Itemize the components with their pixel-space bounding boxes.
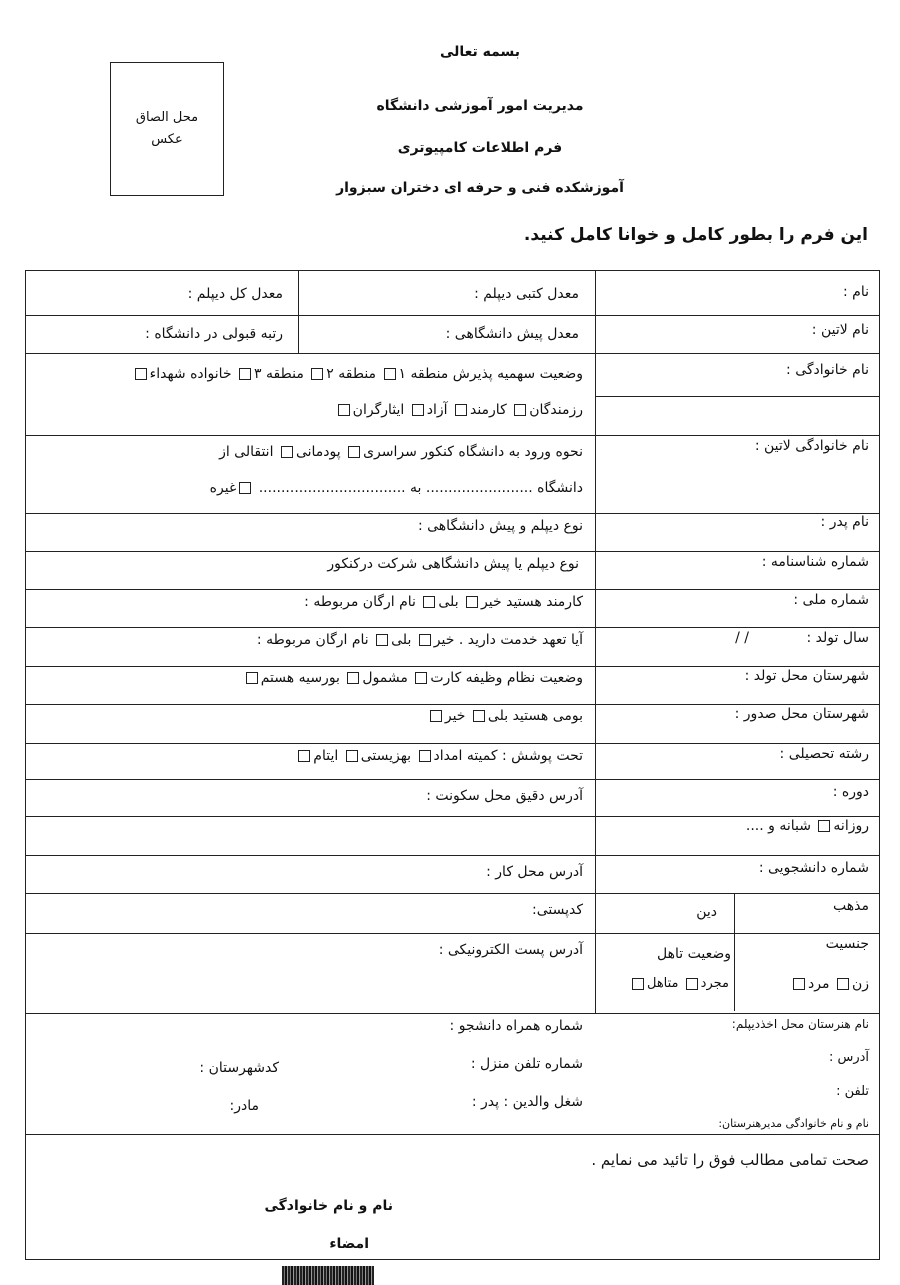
quota-free-label: آزاد: [426, 402, 448, 418]
birth-city-label[interactable]: شهرستان محل تولد :: [744, 668, 869, 684]
preuni-avg-label[interactable]: معدل پیش دانشگاهی :: [445, 326, 579, 342]
quota-warrior-label: رزمندگان: [529, 402, 583, 418]
employee-no-checkbox[interactable]: [466, 596, 478, 608]
header-line-1: مدیریت امور آموزشی دانشگاه: [376, 98, 584, 114]
birth-year-slashes: / /: [735, 630, 749, 646]
marital-options: [629, 975, 729, 993]
employee-no-label: خیر: [481, 594, 502, 610]
email-label[interactable]: آدرس پست الکترونیکی :: [438, 942, 583, 958]
cover-orphans-checkbox[interactable]: [298, 750, 310, 762]
diploma-konkur-label[interactable]: نوع دیپلم یا پیش دانشگاهی شرکت درکنکور: [327, 556, 579, 572]
school-principal-label[interactable]: نام و نام خانوادگی مدیرهنرستان:: [718, 1117, 869, 1130]
diploma-written-avg-label[interactable]: معدل کتبی دیپلم :: [474, 286, 579, 302]
commitment-row: [257, 631, 583, 649]
employee-question: کارمند هستید: [506, 594, 583, 610]
married-checkbox[interactable]: [632, 978, 644, 990]
commitment-no-checkbox[interactable]: [419, 634, 431, 646]
native-question: بومی هستید: [512, 708, 583, 724]
employee-org-label: نام ارگان مربوطه :: [304, 594, 416, 610]
photo-label-2: عکس: [151, 132, 183, 147]
employee-row: [304, 593, 583, 611]
marital-label: وضعیت تاهل: [657, 946, 731, 962]
father-job-label[interactable]: پدر :: [471, 1094, 500, 1110]
entry-other-label: غیره: [209, 480, 237, 496]
birth-year-label[interactable]: سال تولد :: [806, 630, 869, 646]
info-form: [25, 270, 880, 1260]
quota-sacrifice-label: ایثارگران: [352, 402, 405, 418]
male-label: مرد: [808, 976, 830, 992]
confirm-text: صحت تمامی مطالب فوق را تائید می نمایم .: [591, 1151, 869, 1169]
course-day-checkbox[interactable]: [818, 820, 830, 832]
national-code-label[interactable]: شماره ملی :: [793, 592, 869, 608]
basmala: بسمه تعالی: [439, 44, 521, 60]
single-label: مجرد: [700, 976, 729, 991]
cover-orphans-label: ایتام: [313, 748, 339, 764]
gender-options: [790, 975, 869, 993]
gender-label: جنسیت: [825, 936, 869, 952]
entry-row-2: [210, 479, 583, 497]
photo-box[interactable]: [110, 62, 224, 196]
quota-free-checkbox[interactable]: [412, 404, 424, 416]
mother-job-label[interactable]: مادر:: [229, 1098, 259, 1114]
full-name-label[interactable]: نام و نام خانوادگی: [264, 1198, 393, 1214]
course-label: دوره :: [832, 784, 869, 800]
commitment-question: آیا تعهد خدمت دارید .: [458, 632, 583, 648]
course-night-label: شبانه: [779, 818, 811, 834]
quota-row-2: [335, 401, 583, 419]
entry-title: نحوه ورود به دانشگاه: [458, 444, 583, 460]
religion-value-label: دین: [696, 904, 717, 920]
residence-address-label[interactable]: آدرس دقیق محل سکونت :: [426, 788, 583, 804]
cover-row: [295, 747, 583, 765]
native-no-label: خیر: [444, 708, 466, 724]
commitment-yes-label: بلی: [391, 632, 412, 648]
female-label: زن: [851, 976, 869, 992]
diploma-total-avg-label[interactable]: معدل کل دیپلم :: [187, 286, 283, 302]
quota-region3-label: منطقه ۳: [254, 366, 304, 382]
military-title: وضعیت نظام وظیفه کارت: [430, 670, 583, 686]
military-subject-label: مشمول: [362, 670, 408, 686]
cover-welfare-checkbox[interactable]: [346, 750, 358, 762]
work-address-label[interactable]: آدرس محل کار :: [486, 864, 583, 880]
entry-podmani-label: پودمانی: [295, 444, 341, 460]
quota-warrior-checkbox[interactable]: [514, 404, 526, 416]
quota-employee-checkbox[interactable]: [455, 404, 467, 416]
school-address-label[interactable]: آدرس :: [828, 1050, 869, 1065]
name-label[interactable]: نام :: [843, 284, 869, 300]
header-line-3: آموزشکده فنی و حرفه ای دختران سبزوار: [336, 180, 624, 196]
quota-region2-label: منطقه ۲: [326, 366, 377, 382]
employee-yes-checkbox[interactable]: [423, 596, 435, 608]
quota-region1-checkbox[interactable]: [384, 368, 396, 380]
native-row: [427, 707, 583, 725]
entry-from-label: دانشگاه ........................ به .................................: [258, 480, 583, 496]
issue-city-label[interactable]: شهرستان محل صدور :: [734, 706, 869, 722]
employee-yes-label: بلی: [438, 594, 459, 610]
entry-transfer-label: انتقالی از: [219, 444, 274, 460]
id-number-label[interactable]: شماره شناسنامه :: [761, 554, 869, 570]
quota-region1-label: منطقه ۱: [398, 366, 449, 382]
single-checkbox[interactable]: [686, 978, 698, 990]
uni-rank-label[interactable]: رتبه قبولی در دانشگاه :: [145, 326, 283, 342]
entry-row-1: [219, 443, 583, 461]
quota-martyr-label: خانواده شهداء: [149, 366, 232, 382]
parents-job-label: شغل والدین :: [503, 1094, 583, 1110]
commitment-no-label: خیر: [433, 632, 455, 648]
native-yes-checkbox[interactable]: [473, 710, 485, 722]
parents-job-row: [472, 1093, 583, 1111]
quota-employee-label: کارمند: [469, 402, 507, 418]
commitment-yes-checkbox[interactable]: [376, 634, 388, 646]
course-etc-label: و ....: [745, 818, 775, 834]
entry-podmani-checkbox[interactable]: [281, 446, 293, 458]
native-no-checkbox[interactable]: [430, 710, 442, 722]
student-no-label[interactable]: شماره دانشجویی :: [758, 860, 869, 876]
female-checkbox[interactable]: [837, 978, 849, 990]
entry-konkur-checkbox[interactable]: [348, 446, 360, 458]
family-label[interactable]: نام خانوادگی :: [786, 362, 869, 378]
cover-welfare-label: بهزیستی: [360, 748, 412, 764]
postal-code-label[interactable]: کدپستی:: [531, 902, 583, 918]
mobile-label[interactable]: شماره همراه دانشجو :: [449, 1018, 583, 1034]
signature-label[interactable]: امضاء: [329, 1236, 369, 1252]
photo-label-1: محل الصاق: [135, 110, 199, 125]
religion-label[interactable]: مذهب: [833, 898, 869, 914]
quota-row-1: [132, 365, 583, 383]
cover-emdad-checkbox[interactable]: [419, 750, 431, 762]
entry-konkur-label: کنکور سراسری: [363, 444, 454, 460]
quota-sacrifice-checkbox[interactable]: [338, 404, 350, 416]
military-scholar-label: بورسیه هستم: [260, 670, 340, 686]
course-options: [746, 817, 869, 835]
latin-family-label[interactable]: نام خانوادگی لاتین :: [754, 438, 869, 454]
home-phone-label[interactable]: شماره تلفن منزل :: [470, 1056, 583, 1072]
header-line-2: فرم اطلاعات کامپیوتری: [397, 140, 563, 156]
military-row: [243, 669, 583, 687]
native-yes-label: بلی: [487, 708, 509, 724]
quota-region2-checkbox[interactable]: [311, 368, 323, 380]
school-phone-label[interactable]: تلفن :: [836, 1084, 869, 1099]
quota-region3-checkbox[interactable]: [239, 368, 251, 380]
married-label: متاهل: [646, 976, 679, 991]
city-code-label[interactable]: کدشهرستان :: [199, 1060, 279, 1076]
school-name-label[interactable]: نام هنرستان محل اخذدیپلم:: [731, 1017, 869, 1031]
latin-name-label[interactable]: نام لاتین :: [811, 322, 869, 338]
quota-martyr-checkbox[interactable]: [135, 368, 147, 380]
scan-artifact: [282, 1266, 374, 1285]
major-label[interactable]: رشته تحصیلی :: [779, 746, 869, 762]
male-checkbox[interactable]: [793, 978, 805, 990]
military-subject-checkbox[interactable]: [347, 672, 359, 684]
military-card-checkbox[interactable]: [415, 672, 427, 684]
instruction-text: این فرم را بطور کامل و خوانا کامل کنید.: [523, 225, 868, 245]
quota-title: وضعیت سهمیه پذیرش: [452, 366, 583, 382]
diploma-type-label[interactable]: نوع دیپلم و پیش دانشگاهی :: [417, 518, 583, 534]
entry-other-checkbox[interactable]: [239, 482, 251, 494]
cover-title: تحت پوشش : کمیته امداد: [433, 748, 583, 764]
commitment-org-label: نام ارگان مربوطه :: [256, 632, 369, 648]
father-label[interactable]: نام پدر :: [820, 514, 869, 530]
military-scholar-checkbox[interactable]: [246, 672, 258, 684]
course-day-label: روزانه: [833, 818, 869, 834]
